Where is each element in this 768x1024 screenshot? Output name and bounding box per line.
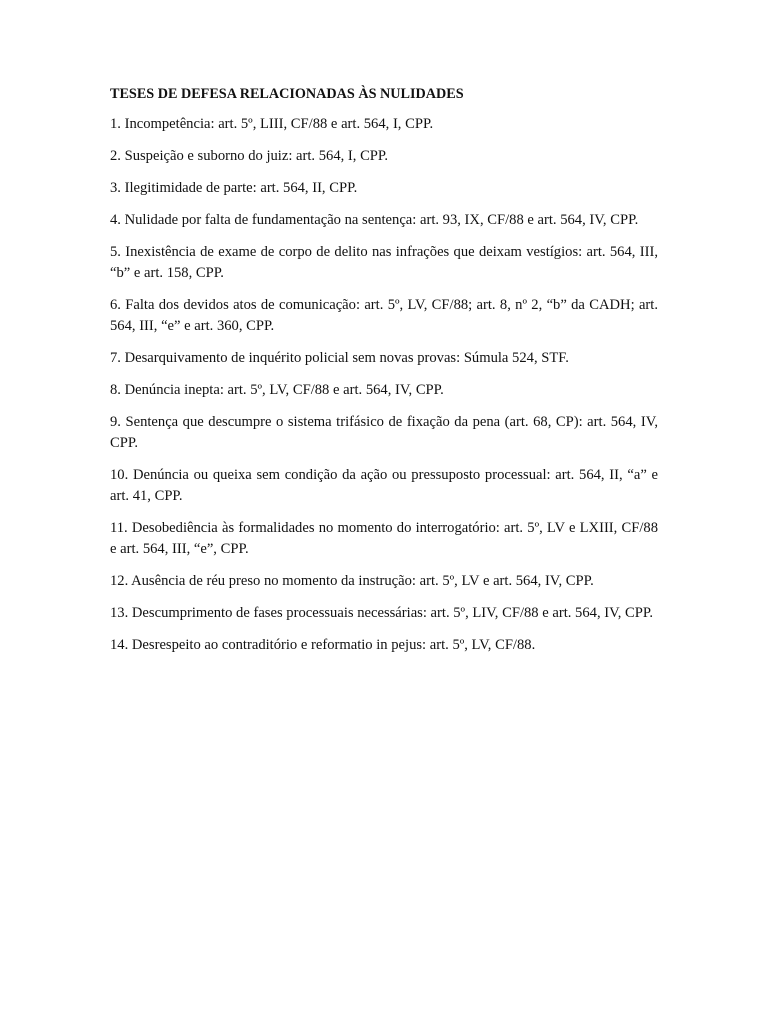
list-item: 7. Desarquivamento de inquérito policial sem novas provas: Súmula 524, STF. (110, 350, 569, 366)
list-item: 8. Denúncia inepta: art. 5º, LV, CF/88 e art. 564, IV, CPP. (110, 382, 444, 398)
list-item: 12. Ausência de réu preso no momento da instrução: art. 5º, LV e art. 564, IV, CPP. (110, 573, 594, 589)
list-item: 13. Descumprimento de fases processuais necessárias: art. 5º, LIV, CF/88 e art. 564, IV, CPP. (110, 605, 654, 621)
list-item: 11. Desobediência às formalidades no momento do interrogatório: art. 5º, LV e LXIII, CF/88 e art. 564, III, “e”, CPP. (110, 520, 658, 557)
list-item: 9. Sentença que descumpre o sistema trifásico de fixação da pena (art. 68, CP): art. 564, IV, CPP. (110, 414, 658, 451)
list-item: 5. Inexistência de exame de corpo de delito nas infrações que deixam vestígios: art. 564, III, “b” e art. 158, CPP. (110, 244, 658, 281)
list-item: 4. Nulidade por falta de fundamentação na sentença: art. 93, IX, CF/88 e art. 564, IV, CPP. (110, 212, 639, 228)
list-item: 10. Denúncia ou queixa sem condição da ação ou pressuposto processual: art. 564, II, “a” e art. 41, CPP. (110, 467, 658, 504)
defense-theses-list (110, 114, 658, 656)
list-item: 6. Falta dos devidos atos de comunicação: art. 5º, LV, CF/88; art. 8, nº 2, “b” da CADH; art. 564, III, “e” e art. 360, CPP. (110, 297, 658, 334)
list-item: 2. Suspeição e suborno do juiz: art. 564, I, CPP. (110, 148, 389, 164)
document-title: TESES DE DEFESA RELACIONADAS ÀS NULIDADES (110, 86, 464, 102)
list-item: 1. Incompetência: art. 5º, LIII, CF/88 e art. 564, I, CPP. (110, 116, 434, 132)
list-item: 14. Desrespeito ao contraditório e reformatio in pejus: art. 5º, LV, CF/88. (110, 637, 536, 653)
list-item: 3. Ilegitimidade de parte: art. 564, II, CPP. (110, 180, 358, 196)
